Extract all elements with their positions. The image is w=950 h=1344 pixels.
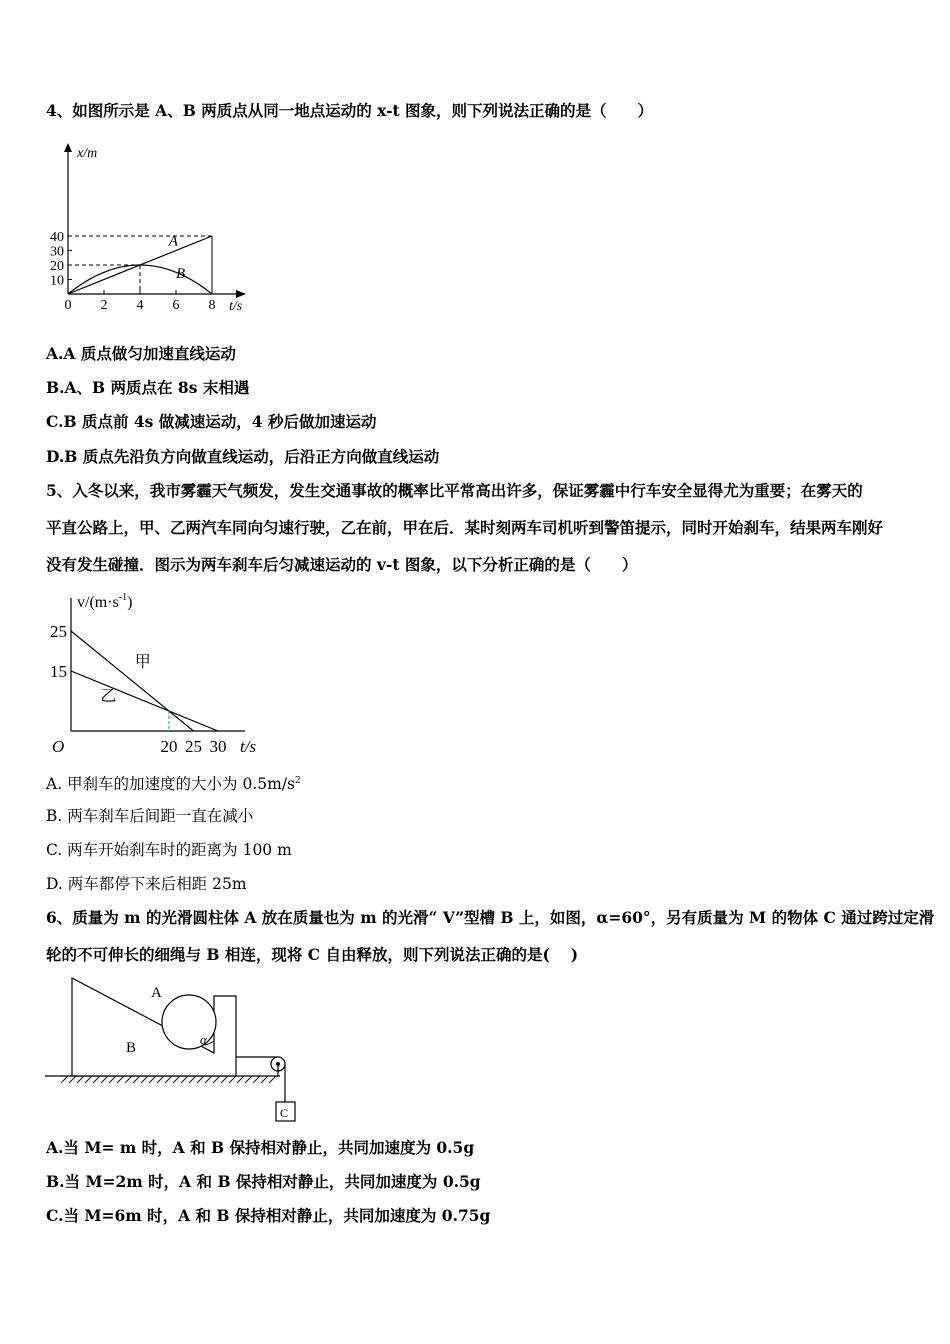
q4-option-b: B.A、B 两质点在 8s 末相遇 bbox=[46, 378, 250, 397]
q5-option-a bbox=[46, 771, 301, 794]
q6-option-c: C.当 M=6m 时，A 和 B 保持相对静止，共同加速度为 0.75g bbox=[46, 1206, 491, 1225]
q4-xt-chart bbox=[46, 138, 266, 318]
x-tick-label: 2 bbox=[100, 298, 108, 313]
x-tick-label: 30 bbox=[209, 737, 227, 756]
y-tick-label: 20 bbox=[50, 259, 64, 274]
x-tick-label: 0 bbox=[64, 298, 72, 313]
x-axis-arrow bbox=[236, 290, 246, 298]
cylinder-a bbox=[162, 995, 216, 1049]
x-tick-label: 20 bbox=[160, 737, 178, 756]
series-a-label: A bbox=[168, 233, 178, 250]
x-axis-label: t/s bbox=[229, 299, 243, 314]
q5-option-c: C. 两车开始刹车时的距离为 100 m bbox=[46, 841, 292, 859]
q5-stem-line-1: 5、入冬以来，我市雾霾天气频发，发生交通事故的概率比平常高出许多，保证雾霾中行车安全显得尤为重要；在雾天的 bbox=[46, 481, 863, 500]
q5-stem-line-3: 没有发生碰撞．图示为两车刹车后匀减速运动的 v-t 图象，以下分析正确的是（ ） bbox=[46, 555, 638, 574]
origin-label: O bbox=[52, 737, 65, 756]
y-tick-label: 10 bbox=[50, 273, 64, 289]
series-jia-line bbox=[71, 631, 194, 731]
x-tick-label: 4 bbox=[136, 298, 144, 313]
q5-option-a-text: A. 甲刹车的加速度的大小为 0.5m/s bbox=[46, 775, 295, 793]
series-yi-line bbox=[71, 671, 218, 731]
y-axis-label: $v/(m\cdot s^{-1})$ bbox=[77, 592, 133, 611]
x-tick-label: 6 bbox=[172, 298, 180, 313]
q5-stem-line-2: 平直公路上，甲、乙两汽车同向匀速行驶，乙在前，甲在后．某时刻两车司机听到警笛提示，同时开始刹车，结果两车刚好 bbox=[46, 518, 884, 537]
q5-option-b: B. 两车刹车后间距一直在减小 bbox=[46, 807, 254, 825]
q5-option-d: D. 两车都停下来后相距 25m bbox=[46, 875, 247, 893]
y-axis-label: x/m bbox=[77, 146, 98, 161]
x-tick-label: 8 bbox=[208, 298, 216, 313]
series-jia-label: 甲 bbox=[134, 654, 151, 671]
q4-option-c: C.B 质点前 4s 做减速运动，4 秒后做加速运动 bbox=[46, 412, 377, 431]
ground-hatching bbox=[61, 1076, 276, 1083]
y-tick-label: 15 bbox=[50, 662, 67, 681]
label-c: C bbox=[280, 1106, 289, 1120]
q6-option-b: B.当 M=2m 时，A 和 B 保持相对静止，共同加速度为 0.5g bbox=[46, 1172, 481, 1191]
q5-vt-chart bbox=[40, 588, 280, 760]
q6-stem-line-2: 轮的不可伸长的细绳与 B 相连，现将 C 自由释放，则下列说法正确的是( ) bbox=[46, 945, 579, 964]
label-b: B bbox=[126, 1040, 137, 1056]
x-tick-label: 25 bbox=[185, 737, 202, 756]
q6-stem-line-1: 6、质量为 m 的光滑圆柱体 A 放在质量也为 m 的光滑“ V”型槽 B 上，如图，α=60°，另有质量为 M 的物体 C 通过跨过定滑 bbox=[46, 908, 935, 927]
y-tick-label: 40 bbox=[50, 230, 64, 245]
y-tick-label: 30 bbox=[50, 244, 64, 260]
series-yi-label: 乙 bbox=[100, 688, 117, 705]
q4-stem: 4、如图所示是 A、B 两质点从同一地点运动的 x-t 图象，则下列说法正确的是（ ） bbox=[46, 101, 654, 120]
q5-option-a-sup: 2 bbox=[295, 776, 301, 786]
q6-option-a: A.当 M= m 时，A 和 B 保持相对静止，共同加速度为 0.5g bbox=[46, 1138, 475, 1157]
y-axis-arrow bbox=[64, 143, 72, 152]
x-axis-label: t/s bbox=[240, 737, 257, 756]
q6-v-groove-figure bbox=[40, 975, 310, 1125]
y-tick-label: 25 bbox=[50, 622, 67, 641]
q4-option-a: A.A 质点做匀加速直线运动 bbox=[46, 344, 236, 363]
label-alpha: α bbox=[200, 1032, 207, 1047]
series-b-label: B bbox=[176, 266, 186, 283]
label-a: A bbox=[151, 985, 162, 1001]
q4-option-d: D.B 质点先沿负方向做直线运动，后沿正方向做直线运动 bbox=[46, 447, 440, 466]
